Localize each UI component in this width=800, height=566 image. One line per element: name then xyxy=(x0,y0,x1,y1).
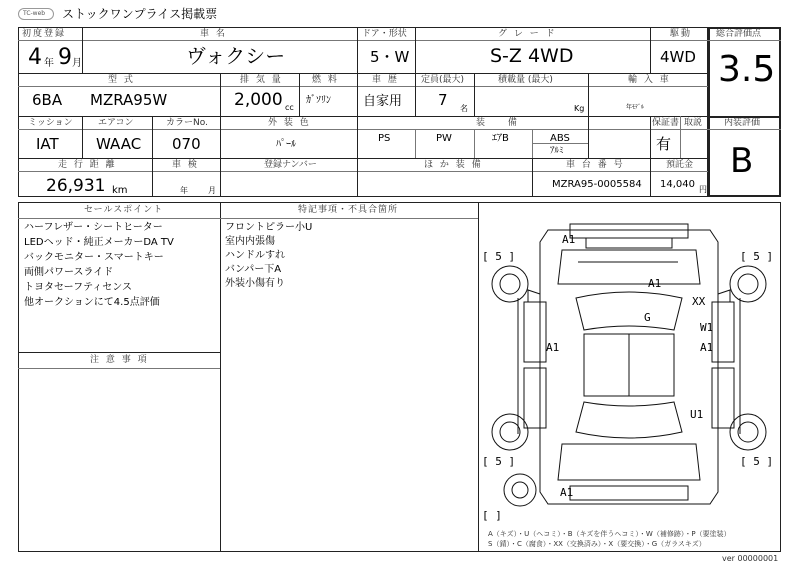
sales-point-item: ハーフレザー・シートヒーター xyxy=(24,222,163,233)
label-equipment: 装 備 xyxy=(476,118,527,128)
equip-alumi: ｱﾙﾐ xyxy=(550,146,564,156)
drive-value: 4WD xyxy=(660,48,696,66)
model-prefix-value: 6BA xyxy=(32,91,63,109)
car-name-value: ヴォクシー xyxy=(186,44,286,68)
model-year-label: 年ﾓﾃﾞﾙ xyxy=(626,104,645,111)
sales-point-item: 他オークションにて4.5点評価 xyxy=(24,297,160,308)
sales-point-item: LEDヘッド・純正メーカーDA TV xyxy=(24,237,174,248)
note-item: バンパー下A xyxy=(225,264,282,275)
label-overall-score: 総合評価点 xyxy=(716,29,762,39)
label-history: 車 歴 xyxy=(372,75,399,85)
label-grade: グ レ ー ド xyxy=(498,29,557,39)
windshield xyxy=(576,292,682,330)
warranty-value: 有 xyxy=(656,135,672,153)
reg-year-unit: 年 xyxy=(44,58,54,69)
sales-point-item: トヨタセーフティセンス xyxy=(24,282,132,293)
hood-outline xyxy=(558,250,700,284)
sales-points-heading: セールスポイント xyxy=(84,205,164,215)
load-unit: Kg xyxy=(574,104,585,113)
legend-line-1: A（キズ）・U（ヘコミ）・B（キズを伴うヘコミ）・W（補修跡）・P（要塗装） xyxy=(488,530,731,538)
front-bumper xyxy=(570,224,688,238)
capacity-unit: 名 xyxy=(460,104,468,113)
note-item: 外装小傷有り xyxy=(225,278,285,289)
label-doors-shape: ドア・形状 xyxy=(362,29,407,39)
wheel-rear-left xyxy=(492,414,528,450)
bracket-rear-left: [ 5 ] xyxy=(482,455,516,468)
mark-door-left: A1 xyxy=(546,341,560,354)
label-inspection: 車 検 xyxy=(172,160,199,170)
label-car-name: 車 名 xyxy=(200,29,227,39)
mark-fender-right: XX xyxy=(692,295,706,308)
label-reg-number: 登録ナンバー xyxy=(264,160,317,170)
sales-point-item: 両側パワースライド xyxy=(24,267,114,278)
mission-value: IAT xyxy=(36,135,59,153)
displacement-unit: cc xyxy=(285,103,294,112)
wheel-front-right xyxy=(730,266,766,302)
label-capacity: 定員(最大) xyxy=(421,75,465,85)
chassis-no-value: MZRA95-0005584 xyxy=(552,179,642,190)
inspection-year-unit: 年 xyxy=(180,186,188,195)
wheel-rear-right xyxy=(730,414,766,450)
mileage-unit: km xyxy=(112,185,128,196)
mark-windshield: G xyxy=(644,311,651,324)
car-damage-diagram xyxy=(478,202,781,527)
label-load: 積載量 (最大) xyxy=(498,75,553,85)
model-value: MZRA95W xyxy=(90,91,168,109)
notes-heading: 特記事項・不具合箇所 xyxy=(298,205,399,215)
mark-quarter-right: U1 xyxy=(690,408,704,421)
rear-bumper xyxy=(570,486,688,500)
label-other-equipment: ほ か 装 備 xyxy=(424,160,483,170)
label-model-type: 型 式 xyxy=(108,75,135,85)
label-fuel: 燃 料 xyxy=(312,75,339,85)
history-value: 自家用 xyxy=(363,94,403,109)
note-item: 室内内張傷 xyxy=(225,236,275,247)
equip-abs: ABS xyxy=(550,133,570,144)
inspection-month-unit: 月 xyxy=(208,186,216,195)
bracket-spare: [ ] xyxy=(482,509,502,522)
color-no-value: 070 xyxy=(172,135,201,153)
label-manual: 取説 xyxy=(684,118,703,128)
wheel-front-left xyxy=(492,266,528,302)
label-warranty: 保証書 xyxy=(652,118,680,128)
mark-hood-right: A1 xyxy=(648,277,662,290)
equip-pw: PW xyxy=(436,133,452,144)
sales-point-item: バックモニター・スマートキー xyxy=(24,252,164,263)
label-recycle-fee: 預託金 xyxy=(666,160,694,170)
recycle-unit: 円 xyxy=(699,185,707,194)
reg-month: 9 xyxy=(58,45,72,70)
label-interior-score: 内装評価 xyxy=(724,118,761,128)
equip-ps: PS xyxy=(378,133,391,144)
displacement-value: 2,000 xyxy=(234,90,283,110)
label-color-no: カラーNo. xyxy=(166,118,208,128)
cautions-heading: 注 意 事 項 xyxy=(90,355,149,365)
note-item: ハンドルすれ xyxy=(225,250,285,261)
mark-door-right-1: W1 xyxy=(700,321,714,334)
logo-text: TC-web xyxy=(23,10,46,17)
bracket-front-right: [ 5 ] xyxy=(740,250,774,263)
label-first-reg: 初度登録 xyxy=(22,29,67,39)
aircon-value: WAAC xyxy=(96,135,142,153)
wheel-spare xyxy=(504,474,536,506)
reg-year: 4 xyxy=(28,45,42,70)
mileage-value: 26,931 xyxy=(46,176,106,196)
label-mileage: 走 行 距 離 xyxy=(58,160,117,170)
label-aircon: エアコン xyxy=(98,118,134,128)
capacity-value: 7 xyxy=(438,91,448,109)
fuel-value: ｶﾞｿﾘﾝ xyxy=(306,95,331,106)
reg-month-unit: 月 xyxy=(72,58,82,69)
note-item: フロントピラー小U xyxy=(225,222,313,233)
label-exterior-color: 外 装 色 xyxy=(268,118,311,128)
grade-value: S-Z 4WD xyxy=(490,45,574,67)
header-logo xyxy=(18,8,54,20)
page-title: ストックワンプライス掲載票 xyxy=(62,7,218,21)
legend-line-2: S（錆）・C（腐食）・XX（交換済み）・X（要交換）・G（ガラスキズ） xyxy=(488,540,706,548)
mark-rear-bumper: A1 xyxy=(560,486,574,499)
label-displacement: 排 気 量 xyxy=(240,75,283,85)
doors-shape-value: 5・W xyxy=(370,48,410,66)
recycle-fee-value: 14,040 xyxy=(660,179,695,190)
interior-score-value: B xyxy=(730,141,754,181)
label-drive: 駆動 xyxy=(670,29,693,39)
label-chassis-no: 車 台 番 号 xyxy=(566,160,625,170)
mark-front-bumper: A1 xyxy=(562,233,576,246)
label-import: 輸 入 車 xyxy=(628,75,671,85)
bracket-rear-right: [ 5 ] xyxy=(740,455,774,468)
bracket-front-left: [ 5 ] xyxy=(482,250,516,263)
exterior-color-value: ﾊﾟｰﾙ xyxy=(276,139,296,150)
mark-door-right-2: A1 xyxy=(700,341,714,354)
version-label: ver 00000001 xyxy=(722,554,779,563)
label-mission: ミッション xyxy=(28,118,73,128)
overall-score-value: 3.5 xyxy=(718,49,776,90)
equip-airbag: ｴｱB xyxy=(492,133,509,144)
